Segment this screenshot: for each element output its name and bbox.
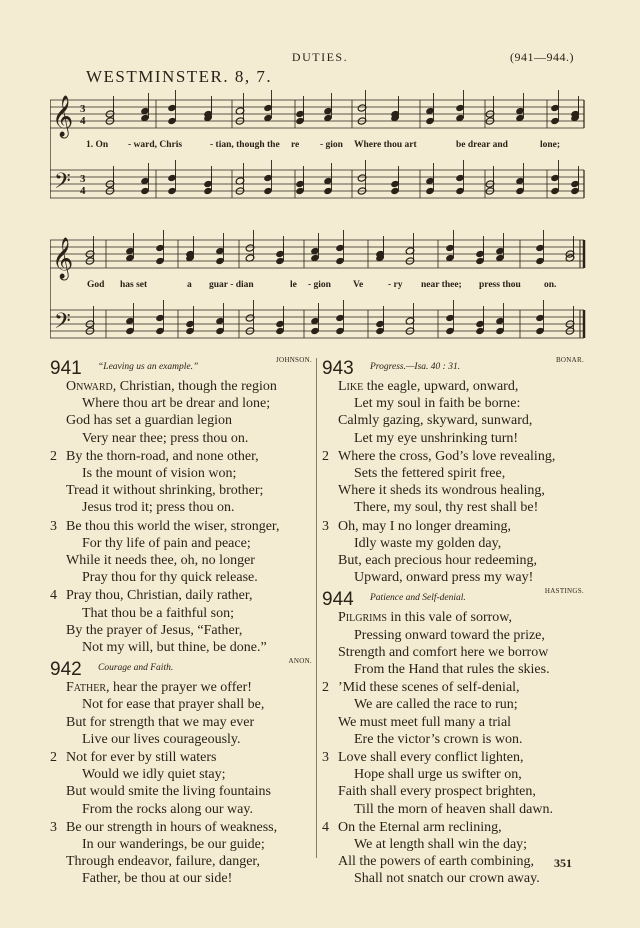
verse-line [50, 639, 312, 656]
verse-line [50, 783, 312, 800]
verse-number: 2 [322, 448, 329, 464]
verse-line [322, 482, 584, 499]
verse-line [50, 518, 312, 535]
treble-clef-icon-2: 𝄞 [52, 238, 74, 279]
verse-line [50, 853, 312, 870]
hymn-number: 942 [50, 659, 82, 681]
first-word: Father, [66, 680, 110, 696]
verse-line [50, 448, 312, 465]
verse [50, 448, 312, 517]
lyric-syllable: a [187, 280, 192, 290]
hymn-title: Patience and Self-denial. [370, 593, 466, 604]
line-text: the eagle, upward, onward, [366, 379, 519, 394]
hymn-author: ANON. [288, 657, 312, 666]
music-score [50, 84, 590, 344]
verse-line [50, 836, 312, 853]
verse-line [322, 569, 584, 586]
verse [322, 819, 584, 888]
verse-line [50, 749, 312, 766]
line-text: Pray thou for thy quick release. [82, 570, 258, 586]
hymn-header [322, 358, 584, 378]
line-text: Live our lives courageously. [82, 731, 241, 747]
verse-line [50, 482, 312, 499]
line-text: Christian, though the region [119, 379, 277, 394]
line-text: Hope shall urge us swifter on, [354, 767, 522, 783]
hymn-header [50, 358, 312, 378]
lyric-syllable: Ve [353, 280, 364, 290]
verse-number: 2 [322, 680, 329, 696]
line-text: On the Eternal arm reclining, [338, 819, 502, 835]
line-text: That thou be a faithful son; [82, 605, 235, 621]
verse-line [322, 801, 584, 818]
verse-line [50, 412, 312, 429]
hymn-title: Progress.—Isa. 40 : 31. [370, 362, 461, 372]
line-text: Sets the fettered spirit free, [354, 466, 506, 482]
line-text: Not for ever by still waters [66, 750, 217, 766]
time-sig-top: 3 [80, 103, 86, 115]
line-text: For thy life of pain and peace; [82, 535, 251, 551]
hymn-title: Courage and Faith. [98, 663, 174, 674]
score-notes [85, 90, 580, 335]
hymn-range: (941—944.) [510, 50, 574, 64]
first-word: Pilgrims [338, 610, 387, 626]
verse [50, 587, 312, 656]
line-text: We must meet full many a trial [338, 714, 512, 730]
verse-line [322, 552, 584, 569]
verse-line [322, 465, 584, 482]
verse-line [322, 609, 584, 626]
left-column [50, 358, 312, 889]
line-text: Shall not snatch our crown away. [354, 871, 540, 887]
hymn-942 [50, 659, 312, 887]
lyric-syllable: - tian, though the [210, 140, 280, 150]
verse-line [322, 378, 584, 395]
line-text: While it needs thee, oh, no longer [66, 553, 255, 569]
line-text: Calmly gazing, skyward, sunward, [338, 413, 533, 429]
verse-line [322, 448, 584, 465]
verse-line [322, 836, 584, 853]
line-text: Very near thee; press thou on. [82, 430, 249, 446]
verse [50, 749, 312, 818]
verse [50, 518, 312, 587]
line-text: in this vale of sorrow, [390, 610, 512, 626]
verse-line [322, 679, 584, 696]
line-text: Let my eye unshrinking turn! [354, 430, 519, 446]
hymn-number: 944 [322, 589, 354, 611]
verse-line [50, 552, 312, 569]
treble-clef-icon: 𝄞 [52, 96, 74, 137]
running-header: DUTIES. [291, 50, 349, 64]
verse [322, 518, 584, 587]
verse [322, 448, 584, 517]
lyric-syllable: - gion [308, 280, 331, 290]
hymn-941 [50, 358, 312, 656]
line-text: Through endeavor, failure, danger, [66, 854, 261, 870]
verse-number: 3 [50, 518, 57, 534]
verse-number: 2 [50, 448, 57, 464]
tune-meter: 8, 7. [234, 67, 273, 86]
column-divider [316, 358, 317, 858]
lyric-syllable: le [290, 280, 297, 290]
line-text: From the Hand that rules the skies. [354, 662, 550, 678]
verse [50, 378, 312, 447]
right-column [322, 358, 584, 889]
lyric-syllable: - gion [320, 140, 343, 150]
lyric-syllable: 1. On [86, 140, 109, 150]
hymn-944 [322, 589, 584, 887]
line-text: Faith shall every prospect brighten, [338, 784, 536, 800]
line-text: Be thou this world the wiser, stronger, [66, 518, 280, 534]
verse-line [322, 661, 584, 678]
verse [322, 679, 584, 748]
verse-line [322, 749, 584, 766]
page-number: 351 [554, 856, 572, 870]
line-text: Let my soul in faith be borne: [354, 396, 521, 412]
line-text: We are called the race to run; [354, 697, 518, 713]
verse-number: 3 [50, 819, 57, 835]
verse-line [50, 395, 312, 412]
line-text: Upward, onward press my way! [354, 570, 534, 586]
verse-number: 3 [322, 750, 329, 766]
hymn-943 [322, 358, 584, 586]
verse-line [322, 819, 584, 836]
line-text: Pray thou, Christian, daily rather, [66, 588, 253, 604]
time-sig-top-bass: 3 [80, 173, 86, 185]
line-text: In our wanderings, be our guide; [82, 837, 265, 853]
verse-line [50, 587, 312, 604]
verse-line [322, 430, 584, 447]
bass-clef-icon: 𝄢 [54, 169, 71, 199]
verse-line [50, 801, 312, 818]
verse-number: 4 [50, 588, 57, 604]
verse-line [50, 378, 312, 395]
line-text: Ere the victor’s crown is won. [354, 731, 523, 747]
verse [322, 378, 584, 447]
lyric-syllable: lone; [540, 140, 561, 150]
lyric-syllable: - ward, Chris [128, 140, 183, 150]
lyric-syllable: has set [120, 280, 148, 290]
hymn-number: 943 [322, 358, 354, 379]
verse-number: 4 [322, 819, 329, 835]
lyric-syllable: press thou [479, 280, 521, 290]
time-sig-bottom-bass: 4 [80, 185, 86, 197]
hymn-header [50, 659, 312, 679]
verse-line [322, 644, 584, 661]
verse-line [322, 535, 584, 552]
verse-line [322, 714, 584, 731]
verse-line [50, 622, 312, 639]
verse-line [50, 731, 312, 748]
line-text: Tread it without shrinking, brother; [66, 483, 264, 499]
lyric-syllable: guar - dian [209, 280, 254, 290]
verse-line [322, 412, 584, 429]
line-text: Jesus trod it; press thou on. [82, 500, 235, 516]
verse-line [50, 679, 312, 696]
line-text: Not my will, but thine, be done.” [82, 640, 267, 656]
verse-line [322, 499, 584, 516]
verse-line [322, 870, 584, 887]
lyric-syllable: God [87, 280, 105, 290]
clefs [52, 95, 73, 339]
verse-number: 3 [322, 518, 329, 534]
verse-line [322, 395, 584, 412]
line-text: Love shall every conflict lighten, [338, 750, 524, 766]
lyric-syllable: - ry [388, 280, 403, 290]
hymn-author: JOHNSON. [275, 356, 312, 364]
verse [50, 819, 312, 888]
verse-line [322, 783, 584, 800]
verse-line [322, 627, 584, 644]
line-text: Pressing onward toward the prize, [354, 627, 545, 643]
verse [322, 609, 584, 678]
first-word: Like [338, 379, 364, 394]
line-text: All the powers of earth combining, [338, 854, 534, 870]
line-text: Is the mount of vision won; [82, 466, 237, 482]
lyric-syllable: be drear and [456, 140, 508, 150]
line-text: We at length shall win the day; [354, 837, 528, 853]
verse-line [322, 766, 584, 783]
lyric-syllable: near thee; [421, 280, 462, 290]
line-text: Where thou art be drear and lone; [82, 396, 271, 412]
verse-line [50, 499, 312, 516]
line-text: From the rocks along our way. [82, 801, 253, 817]
verse-line [50, 696, 312, 713]
verse-line [50, 569, 312, 586]
line-text: There, my soul, thy rest shall be! [354, 500, 539, 516]
line-text: But, each precious hour redeeming, [338, 553, 538, 569]
line-text: hear the prayer we offer! [113, 680, 252, 696]
verse-line [322, 853, 584, 870]
verse-line [50, 605, 312, 622]
line-text: Where the cross, God’s love revealing, [338, 448, 556, 464]
verse-line [50, 535, 312, 552]
verse-line [50, 870, 312, 887]
line-text: Till the morn of heaven shall dawn. [354, 801, 553, 817]
line-text: Strength and comfort here we borrow [338, 644, 549, 660]
verse-line [50, 430, 312, 447]
score-lines [50, 100, 584, 338]
verse-line [322, 731, 584, 748]
hymn-title: “Leaving us an example.” [98, 362, 199, 372]
line-text: God has set a guardian legion [66, 413, 233, 429]
verse-line [50, 819, 312, 836]
line-text: Would we idly quiet stay; [82, 767, 226, 783]
line-text: Not for ease that prayer shall be, [82, 697, 265, 713]
verse-line [322, 518, 584, 535]
lyric-syllable: re [291, 140, 300, 150]
line-text: Oh, may I no longer dreaming, [338, 518, 512, 534]
line-text: By the thorn-road, and none other, [66, 448, 259, 464]
line-text: But would smite the living fountains [66, 784, 271, 800]
lyric-syllable: Where thou art [354, 140, 417, 150]
lyric-syllable: on. [544, 280, 557, 290]
verse-line [50, 766, 312, 783]
line-text: Father, be thou at our side! [82, 871, 233, 887]
verse-line [50, 714, 312, 731]
verse-line [322, 696, 584, 713]
line-text: Where it sheds its wondrous healing, [338, 483, 545, 499]
line-text: By the prayer of Jesus, “Father, [66, 622, 243, 638]
verse-line [50, 465, 312, 482]
hymn-author: BONAR. [555, 356, 584, 364]
hymn-author: HASTINGS. [544, 587, 584, 596]
line-text: Idly waste my golden day, [354, 535, 502, 551]
verse-number: 2 [50, 750, 57, 766]
hymn-number: 941 [50, 358, 82, 379]
first-word: Onward, [66, 379, 117, 394]
verse [322, 749, 584, 818]
verse [50, 679, 312, 748]
time-sig-bottom: 4 [80, 115, 86, 127]
time-signatures [80, 103, 86, 197]
line-text: Be our strength in hours of weakness, [66, 819, 278, 835]
bass-clef-icon-2: 𝄢 [54, 309, 71, 339]
line-text: But for strength that we may ever [66, 714, 255, 730]
hymn-header [322, 589, 584, 609]
tune-name: WESTMINSTER. [86, 67, 230, 86]
line-text: ’Mid these scenes of self-denial, [338, 680, 520, 696]
